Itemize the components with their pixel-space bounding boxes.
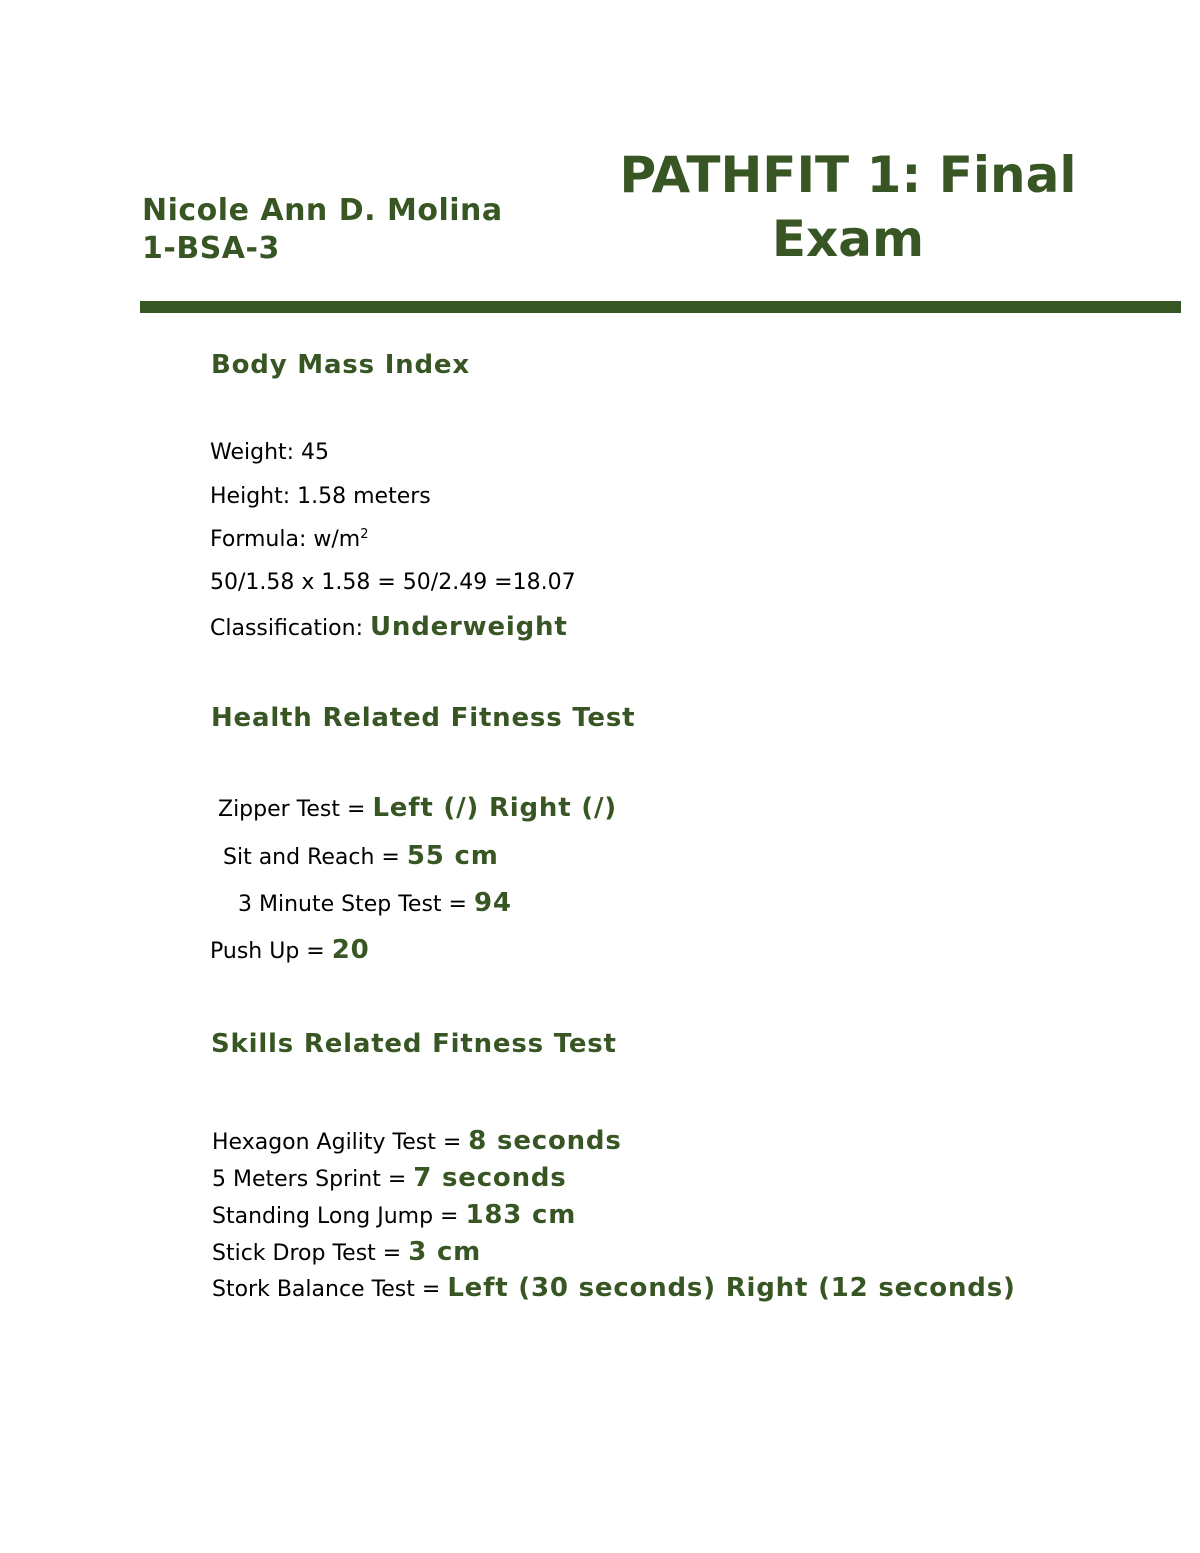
exam-title-line2: Exam [771,210,925,268]
skills-test-value: 183 cm [465,1200,577,1230]
skills-test-item [212,1126,622,1156]
bmi-formula [210,527,368,552]
skills-test-value: Left (30 seconds) Right (12 seconds) [447,1273,1016,1303]
skills-test-item [212,1237,481,1267]
bmi-classification-label: Classification: [210,616,370,641]
header-divider [140,301,1181,313]
health-test-value: 20 [331,935,370,965]
health-test-value: 55 cm [406,841,499,871]
skills-test-label: Stick Drop Test = [212,1241,409,1266]
health-test-value: Left (/) Right (/) [372,793,617,823]
health-test-label: Zipper Test = [218,797,373,822]
health-test-label: 3 Minute Step Test = [238,892,474,917]
bmi-computation: 50/1.58 x 1.58 = 50/2.49 =18.07 [210,570,576,595]
exam-title-line1: PATHFIT 1: Final [619,146,1077,204]
health-test-item [238,888,512,918]
bmi-classification-value: Underweight [369,612,568,642]
student-name: Nicole Ann D. Molina [142,193,503,228]
skills-test-value: 8 seconds [468,1126,622,1156]
skills-test-label: Hexagon Agility Test = [212,1130,469,1155]
student-info [142,192,503,268]
health-test-value: 94 [473,888,512,918]
bmi-weight: Weight: 45 [210,440,330,465]
health-test-item [210,935,370,965]
health-test-heading: Health Related Fitness Test [211,703,636,733]
health-test-label: Sit and Reach = [223,845,407,870]
bmi-height: Height: 1.58 meters [210,484,431,509]
health-test-item [218,793,617,823]
skills-test-label: 5 Meters Sprint = [212,1167,414,1192]
bmi-formula-superscript: 2 [360,527,369,542]
skills-test-item [212,1163,567,1193]
skills-test-heading: Skills Related Fitness Test [211,1029,617,1059]
exam-title [600,143,1096,271]
skills-test-label: Standing Long Jump = [212,1204,466,1229]
bmi-classification [210,612,568,642]
skills-test-item [212,1200,576,1230]
skills-test-value: 3 cm [408,1237,482,1267]
bmi-heading: Body Mass Index [211,350,470,380]
skills-test-label: Stork Balance Test = [212,1277,448,1302]
skills-test-item [212,1273,1016,1303]
student-section: 1-BSA-3 [142,231,280,266]
skills-test-value: 7 seconds [413,1163,567,1193]
health-test-item [223,841,499,871]
bmi-formula-label: Formula: w/m [210,527,361,552]
health-test-label: Push Up = [210,939,332,964]
